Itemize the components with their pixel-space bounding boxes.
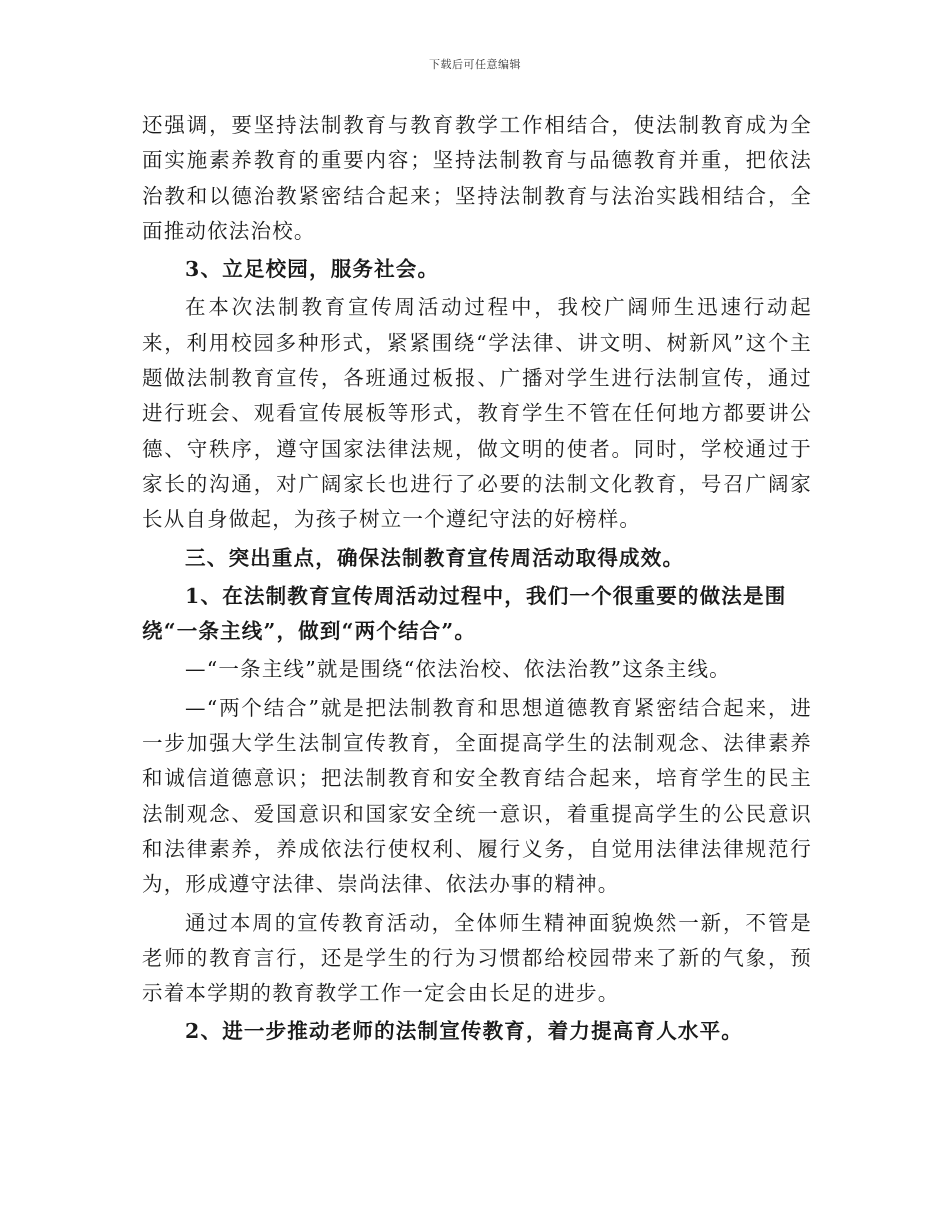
- paragraph-4: —“两个结合”就是把法制教育和思想道德教育紧密结合起来，进一步加强大学生法制宣传教育，全面提高学生的法制观念、法律素养和诚信道德意识；把法制教育和安全教育结合起来，培育学生的民主法制观念、爱国意识和国家安全统一意识，着重提高学生的公民意识和法律素养，养成依法行使权利、履行义务，自觉用法律法律规范行为，形成遵守法律、崇尚法律、依法办事的精神。: [142, 695, 812, 897]
- paragraph-3: —“一条主线”就是围绕“依法治校、依法治教”这条主线。: [185, 657, 731, 682]
- heading-1-main-line: 1、在法制教育宣传周活动过程中，我们一个很重要的做法是围绕“一条主线”，做到“两个结合”。: [142, 583, 787, 644]
- paragraph-5: 通过本周的宣传教育活动，全体师生精神面貌焕然一新，不管是老师的教育言行，还是学生的行为习惯都给校园带来了新的气象，预示着本学期的教育教学工作一定会由长足的进步。: [142, 910, 812, 1006]
- paragraph-1: 还强调，要坚持法制教育与教育教学工作相结合，使法制教育成为全面实施素养教育的重要内容；坚持法制教育与品德教育并重，把依法治教和以德治教紧密结合起来；坚持法制教育与法治实践相结合，全面推动依法治校。: [142, 113, 812, 243]
- heading-3-campus: 3、立足校园，服务社会。: [185, 257, 440, 282]
- heading-section-three: 三、突出重点，确保法制教育宣传周活动取得成效。: [185, 545, 685, 570]
- document-body: [142, 108, 812, 1050]
- header-note: 下载后可任意编辑: [429, 58, 521, 71]
- heading-2-teachers: 2、进一步推动老师的法制宣传教育，着力提高育人水平。: [185, 1019, 744, 1044]
- paragraph-2: 在本次法制教育宣传周活动过程中，我校广阔师生迅速行动起来，利用校园多种形式，紧紧围绕“学法律、讲文明、树新风”这个主题做法制教育宣传，各班通过板报、广播对学生进行法制宣传，通过进行班会、观看宣传展板等形式，教育学生不管在任何地方都要讲公德、守秩序，遵守国家法律法规，做文明的使者。同时，学校通过于家长的沟通，对广阔家长也进行了必要的法制文化教育，号召广阔家长从自身做起，为孩子树立一个遵纪守法的好榜样。: [142, 295, 812, 532]
